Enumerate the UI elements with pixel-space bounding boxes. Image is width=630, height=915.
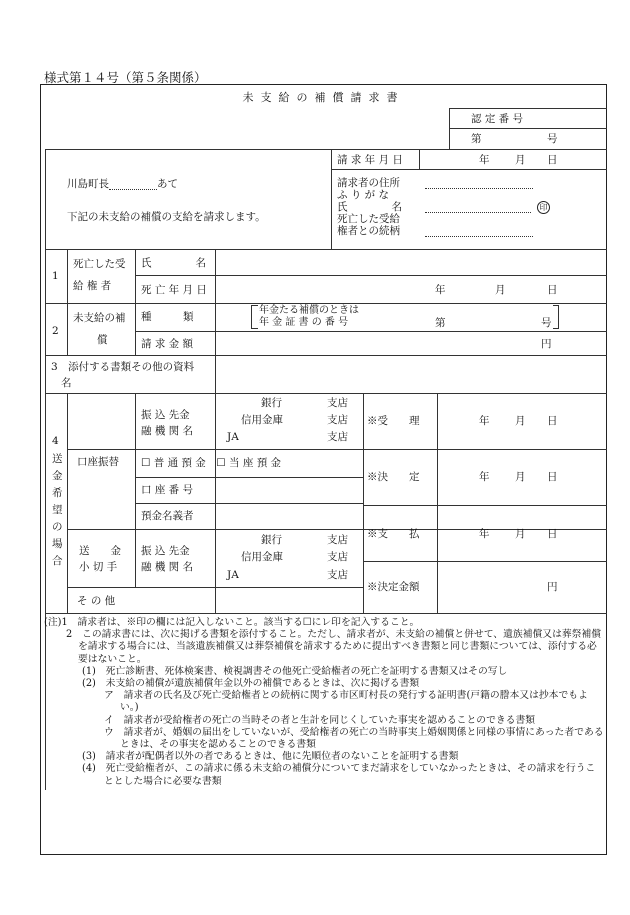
section-4-vertical-3: 希	[52, 487, 63, 499]
section-1-number: 1	[52, 270, 59, 282]
notes	[44, 617, 604, 788]
rule	[449, 128, 607, 129]
bracket-right	[553, 305, 559, 329]
note-line: ア 請求者の氏名及び死亡受給権者との続柄に関する市区町村長の発行する証明書(戸籍の謄本又は抄本でもよい。)	[104, 690, 588, 714]
rule	[45, 249, 607, 250]
bank-label: 銀行	[261, 397, 282, 409]
branch-label-4: 支店	[327, 534, 348, 546]
rule	[419, 149, 420, 169]
rule	[437, 393, 438, 613]
claimant-name-label: 氏 名	[337, 201, 402, 213]
branch-label-3: 支店	[327, 431, 348, 443]
section-1-label-2: 給 権 者	[73, 280, 112, 292]
rule	[67, 249, 68, 355]
received-label: ※受 理	[367, 415, 420, 427]
deposit-type-options[interactable]: ☐ 普 通 預 金 ☐ 当 座 預 金	[141, 457, 282, 469]
claimant-relation-field[interactable]	[425, 225, 533, 237]
death-day[interactable]: 日	[547, 284, 558, 296]
decided-year: 年	[479, 471, 490, 483]
rule	[331, 149, 332, 249]
rule	[215, 393, 216, 613]
rule	[363, 449, 607, 450]
claim-amount-label: 請 求 金 額	[141, 338, 194, 350]
received-year: 年	[479, 415, 490, 427]
money-order-bank-label-2: 融 機 関 名	[141, 561, 194, 573]
rule	[135, 503, 363, 504]
pension-note-1: 年金たる補償のときは	[259, 305, 359, 316]
rule	[45, 393, 607, 394]
ja-label: JA	[227, 431, 239, 443]
addressee-name: 川島町長 あて	[67, 178, 178, 190]
money-order-label-1: 送 金	[79, 545, 121, 557]
rule	[215, 249, 216, 393]
decided-amount-label: ※決定金額	[367, 581, 420, 593]
note-line: (注)1 請求者は、※印の欄には記入しないこと。該当する☐にレ印を記入すること。	[44, 617, 420, 628]
rule	[135, 249, 136, 355]
shinkin-label: 信用金庫	[241, 551, 283, 563]
bracket-left	[251, 305, 258, 329]
rule	[45, 149, 607, 150]
branch-label-1: 支店	[327, 397, 348, 409]
rule	[135, 275, 607, 276]
section-4-vertical-5: の	[52, 521, 63, 533]
note-line: (1) 死亡診断書、死体検案書、検視調書その他死亡受給権者の死亡を証明する書類又はその写し	[82, 665, 508, 677]
shinkin-label: 信用金庫	[241, 414, 283, 426]
claimant-relation-label-1: 死亡した受給	[337, 213, 400, 225]
cert-number-prefix: 第	[471, 133, 482, 145]
death-date-label: 死 亡 年 月 日	[141, 284, 207, 296]
section-2-label-2: 償	[97, 334, 108, 346]
note-line: 2 この請求書には、次に掲げる書類を添付すること。ただし、請求者が、未支給の補償と併せて、遺族補償又は葬祭補償を請求する場合には、当該遺族補償又は葬祭補償を請求するために提出すべき書類と同じ書類については、添付する必要はないこと。	[66, 629, 602, 665]
money-order-label-2: 小 切 手	[79, 561, 118, 573]
other-method-label: そ の 他	[77, 595, 116, 607]
claim-amount-yen: 円	[541, 338, 552, 350]
cert-number-label: 認 定 番 号	[471, 113, 524, 125]
claimant-relation-label-2: 権者との続柄	[337, 225, 400, 237]
rule	[67, 393, 68, 613]
rule	[45, 613, 607, 614]
branch-label-5: 支店	[327, 551, 348, 563]
intro-text: 下記の未支給の補償の支給を請求します。	[67, 211, 266, 223]
seal-mark-icon: 印	[537, 201, 550, 214]
rule	[135, 477, 363, 478]
decided-month: 月	[515, 471, 526, 483]
received-day: 日	[547, 415, 558, 427]
rule	[363, 393, 364, 613]
deceased-name-label: 氏 名	[141, 257, 206, 269]
note-line: イ 請求者が受給権者の死亡の当時その者と生計を同じくしていた事実を認めることのできる書類	[104, 714, 536, 726]
section-4-vertical-2: 金	[52, 470, 63, 482]
section-4-vertical-4: 望	[52, 504, 63, 516]
received-month: 月	[515, 415, 526, 427]
transfer-bank-label-2: 融 機 関 名	[141, 425, 194, 437]
claimant-address-field[interactable]	[425, 177, 533, 189]
section-4-number: 4	[52, 435, 59, 447]
account-transfer-label: 口座振替	[77, 456, 119, 468]
section-1-label-1: 死亡した受	[73, 258, 126, 270]
claimant-name-field[interactable]	[425, 201, 531, 213]
paid-month: 月	[515, 528, 526, 540]
ja-label: JA	[227, 569, 239, 581]
benefit-type-label: 種 類	[141, 311, 194, 323]
decided-day: 日	[547, 471, 558, 483]
rule	[331, 169, 607, 170]
section-2-number: 2	[52, 325, 59, 337]
rule	[135, 393, 136, 587]
form-title: 未支給の補償請求書	[242, 91, 405, 104]
account-number-label: 口 座 番 号	[141, 484, 194, 496]
branch-label-6: 支店	[327, 569, 348, 581]
request-day[interactable]: 日	[547, 154, 558, 166]
money-order-bank-label-1: 振 込 先金	[141, 545, 190, 557]
section-4-vertical-6: 場	[52, 538, 63, 550]
transfer-bank-label-1: 振 込 先金	[141, 409, 190, 421]
note-line: (2) 未支給の補償が遺族補償年金以外の補償であるときは、次に掲げる書類	[82, 678, 420, 690]
rule	[363, 561, 607, 562]
rule	[449, 108, 450, 149]
rule	[45, 303, 607, 304]
claimant-address-label: 請求者の住所	[337, 177, 400, 189]
pension-number-suffix: 号	[541, 317, 552, 329]
form-number: 様式第１４号（第５条関係）	[44, 70, 207, 85]
pension-note-2: 年 金 証 書 の 番 号	[259, 317, 349, 328]
request-date-label: 請 求 年 月 日	[337, 154, 403, 166]
branch-label-2: 支店	[327, 414, 348, 426]
paid-label: ※支 払	[367, 528, 420, 540]
death-month[interactable]: 月	[495, 284, 506, 296]
request-year[interactable]: 年	[479, 154, 490, 166]
rule	[363, 505, 607, 506]
rule	[45, 355, 607, 356]
request-month[interactable]: 月	[515, 154, 526, 166]
claimant-furigana-label: ふ り が な	[337, 189, 390, 201]
account-holder-label: 預金名義者	[141, 510, 194, 522]
section-3-label-2: 名	[61, 377, 72, 389]
death-year[interactable]: 年	[435, 284, 446, 296]
section-4-vertical-1: 送	[52, 453, 63, 465]
rule	[135, 331, 607, 332]
paid-day: 日	[547, 528, 558, 540]
paid-year: 年	[479, 528, 490, 540]
bank-label: 銀行	[261, 534, 282, 546]
section-2-label-1: 未支給の補	[73, 312, 126, 324]
decided-amount-yen: 円	[547, 581, 558, 593]
pension-number-prefix: 第	[435, 317, 446, 329]
note-line: ウ 請求者が、婚姻の届出をしていないが、受給権者の死亡の当時事実上婚姻関係と同様の事情にあった者であるときは、その事実を認めることのできる書類	[104, 726, 604, 751]
section-4-vertical-7: 合	[52, 555, 63, 567]
note-line: (4) 死亡受給権者が、この請求に係る未支給の補償分についてまだ請求をしていなかったときは、その請求を行うこととした場合に必要な書類	[82, 763, 596, 787]
rule	[449, 108, 607, 109]
decided-label: ※決 定	[367, 471, 420, 483]
rule	[67, 529, 607, 530]
cert-number-suffix: 号	[547, 133, 558, 145]
note-line: (3) 請求者が配偶者以外の者であるときは、他に先順位者のないことを証明する書類	[82, 751, 459, 763]
section-3-label-1: 3 添付する書類その他の資料	[51, 361, 195, 373]
